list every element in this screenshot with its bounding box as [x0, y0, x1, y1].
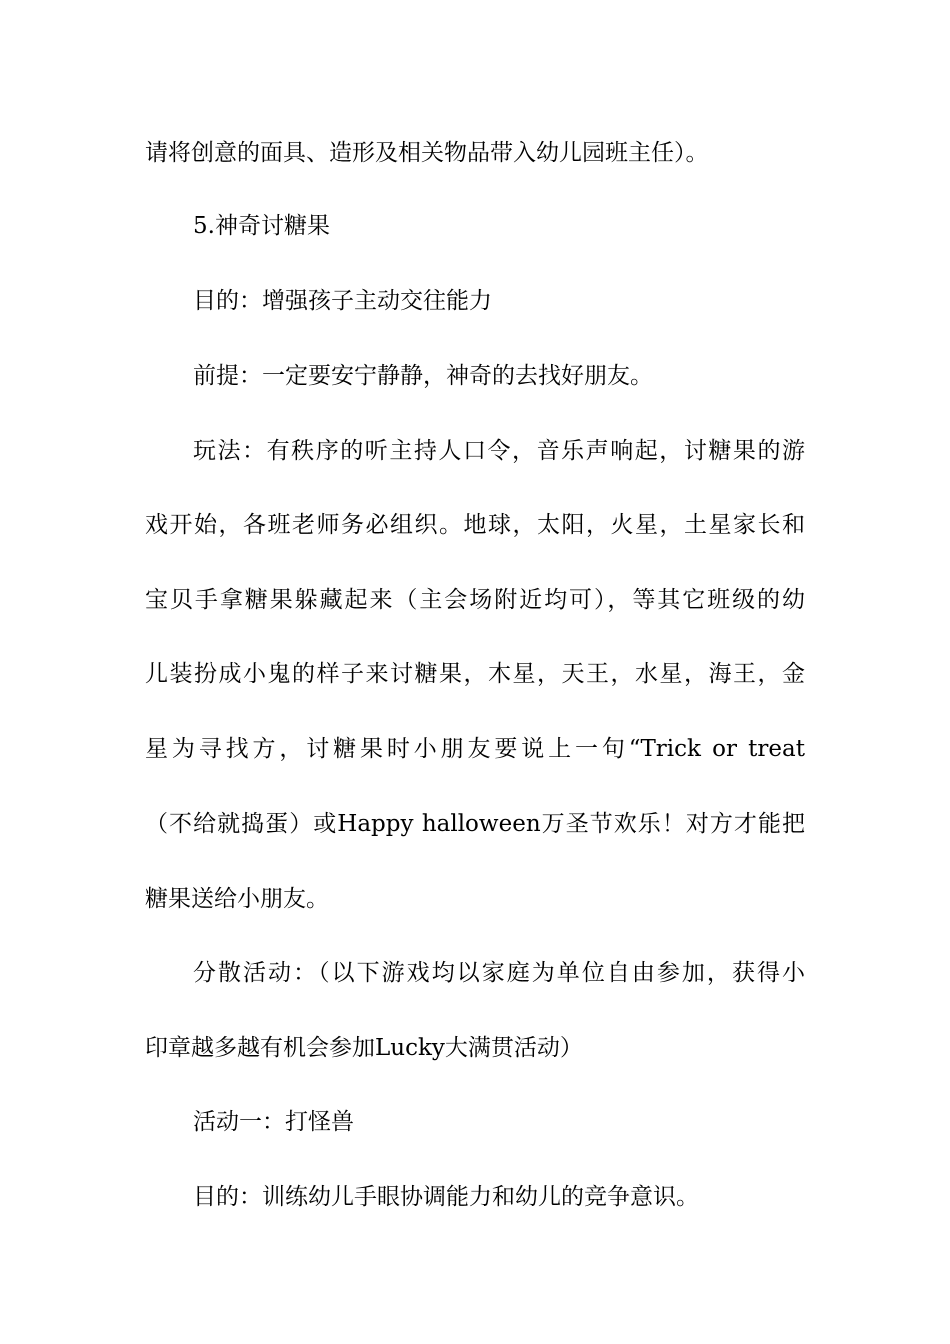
text-line-rules-5: 星为寻找方，讨糖果时小朋友要说上一句“Trick or treat	[145, 736, 805, 762]
text-line-rules-1: 玩法：有秩序的听主持人口令，音乐声响起，讨糖果的游	[193, 438, 805, 464]
text-line-activity-one-purpose: 目的：训练幼儿手眼协调能力和幼儿的竞争意识。	[193, 1184, 699, 1210]
text-line-rules-7: 糖果送给小朋友。	[145, 886, 329, 912]
section-heading-candy: 5.神奇讨糖果	[193, 213, 330, 239]
text-line-activities-2: 印章越多越有机会参加Lucky大满贯活动）	[145, 1035, 583, 1061]
text-line-rules-4: 儿装扮成小鬼的样子来讨糖果，木星，天王，水星，海王，金	[145, 661, 805, 687]
text-line-rules-2: 戏开始，各班老师务必组织。地球，太阳，火星，土星家长和	[145, 512, 805, 538]
text-line-premise: 前提：一定要安宁静静，神奇的去找好朋友。	[193, 363, 653, 389]
text-line-rules-3: 宝贝手拿糖果躲藏起来（主会场附近均可），等其它班级的幼	[145, 587, 805, 613]
text-line-rules-6: （不给就捣蛋）或Happy halloween万圣节欢乐！对方才能把	[145, 811, 805, 837]
text-line-purpose: 目的：增强孩子主动交往能力	[193, 288, 492, 314]
text-line-1: 请将创意的面具、造形及相关物品带入幼儿园班主任）。	[145, 140, 709, 166]
section-heading-activity-one: 活动一：打怪兽	[193, 1109, 354, 1135]
text-line-activities-1: 分散活动：（以下游戏均以家庭为单位自由参加，获得小	[193, 960, 805, 986]
